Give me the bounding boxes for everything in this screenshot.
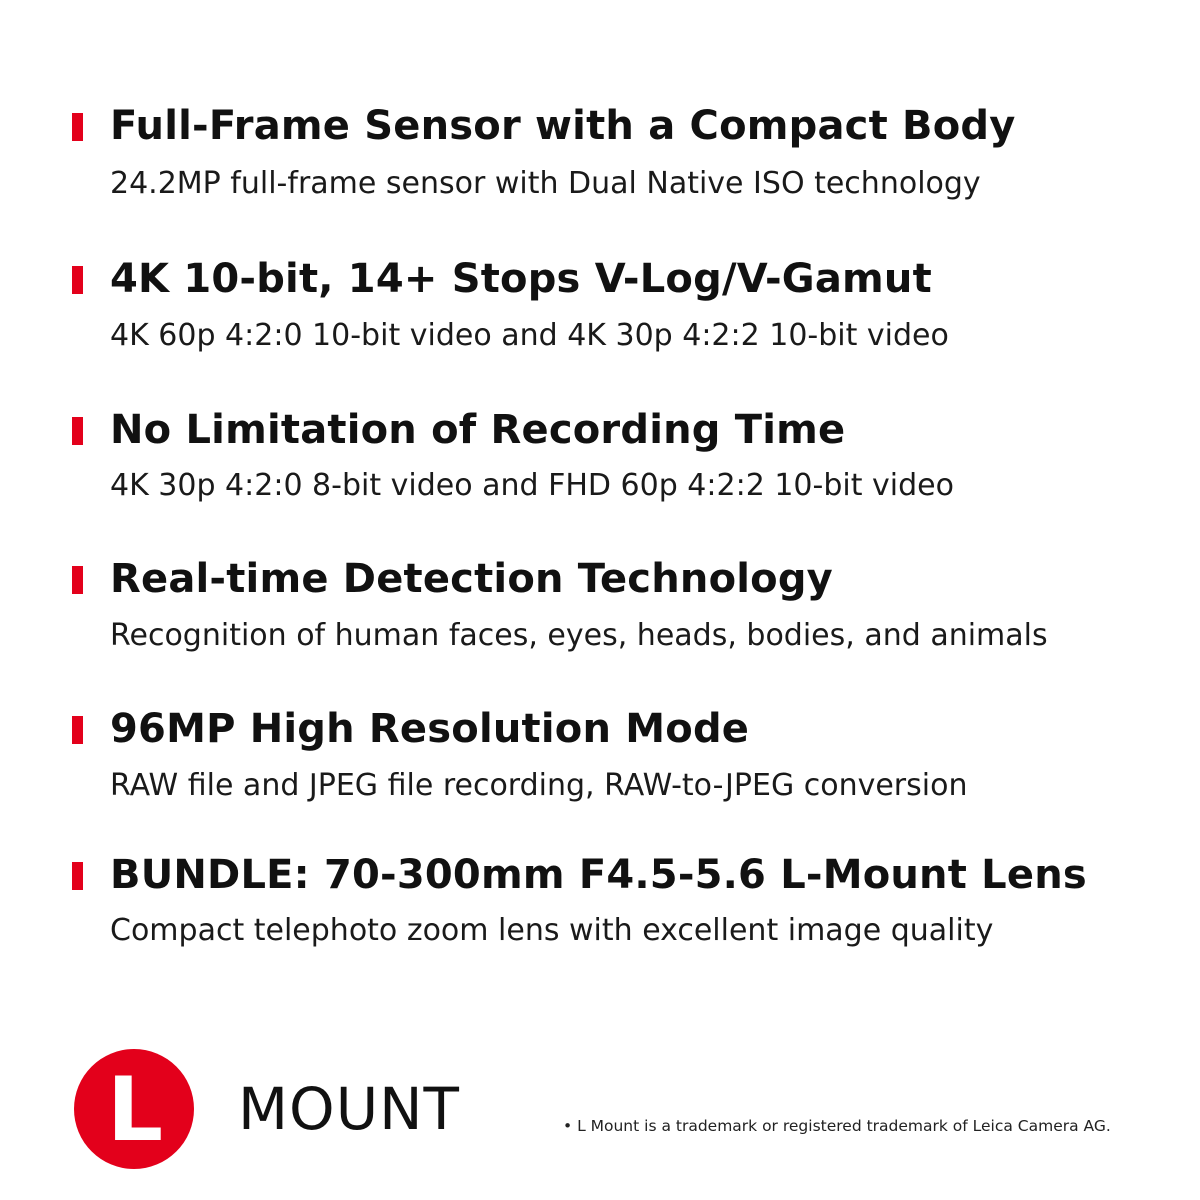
feature-description: Compact telephoto zoom lens with excellent image quality — [110, 913, 994, 948]
trademark-note: • L Mount is a trademark or registered trademark of Leica Camera AG. — [563, 1117, 1111, 1135]
feature-title: BUNDLE: 70-300mm F4.5-5.6 L-Mount Lens — [110, 852, 1087, 898]
feature-description: 4K 60p 4:2:0 10-bit video and 4K 30p 4:2:2 10-bit video — [110, 318, 949, 353]
l-mount-logo — [74, 1049, 194, 1169]
mount-label: MOUNT — [238, 1075, 460, 1143]
feature-title: Full-Frame Sensor with a Compact Body — [110, 103, 1016, 149]
red-bullet-marker — [72, 716, 83, 744]
red-bullet-marker — [72, 566, 83, 594]
l-mount-logo-letter: L — [106, 1058, 164, 1161]
feature-description: RAW file and JPEG file recording, RAW-to-JPEG conversion — [110, 768, 968, 803]
red-bullet-marker — [72, 113, 83, 141]
feature-title: 96MP High Resolution Mode — [110, 706, 750, 752]
red-bullet-marker — [72, 266, 83, 294]
feature-title: 4K 10-bit, 14+ Stops V-Log/V-Gamut — [110, 256, 932, 302]
feature-description: 4K 30p 4:2:0 8-bit video and FHD 60p 4:2:2 10-bit video — [110, 468, 954, 503]
feature-title: Real-time Detection Technology — [110, 556, 833, 602]
feature-description: Recognition of human faces, eyes, heads, bodies, and animals — [110, 618, 1048, 653]
feature-title: No Limitation of Recording Time — [110, 407, 846, 453]
red-bullet-marker — [72, 417, 83, 445]
feature-description: 24.2MP full-frame sensor with Dual Native ISO technology — [110, 166, 981, 201]
red-bullet-marker — [72, 862, 83, 890]
